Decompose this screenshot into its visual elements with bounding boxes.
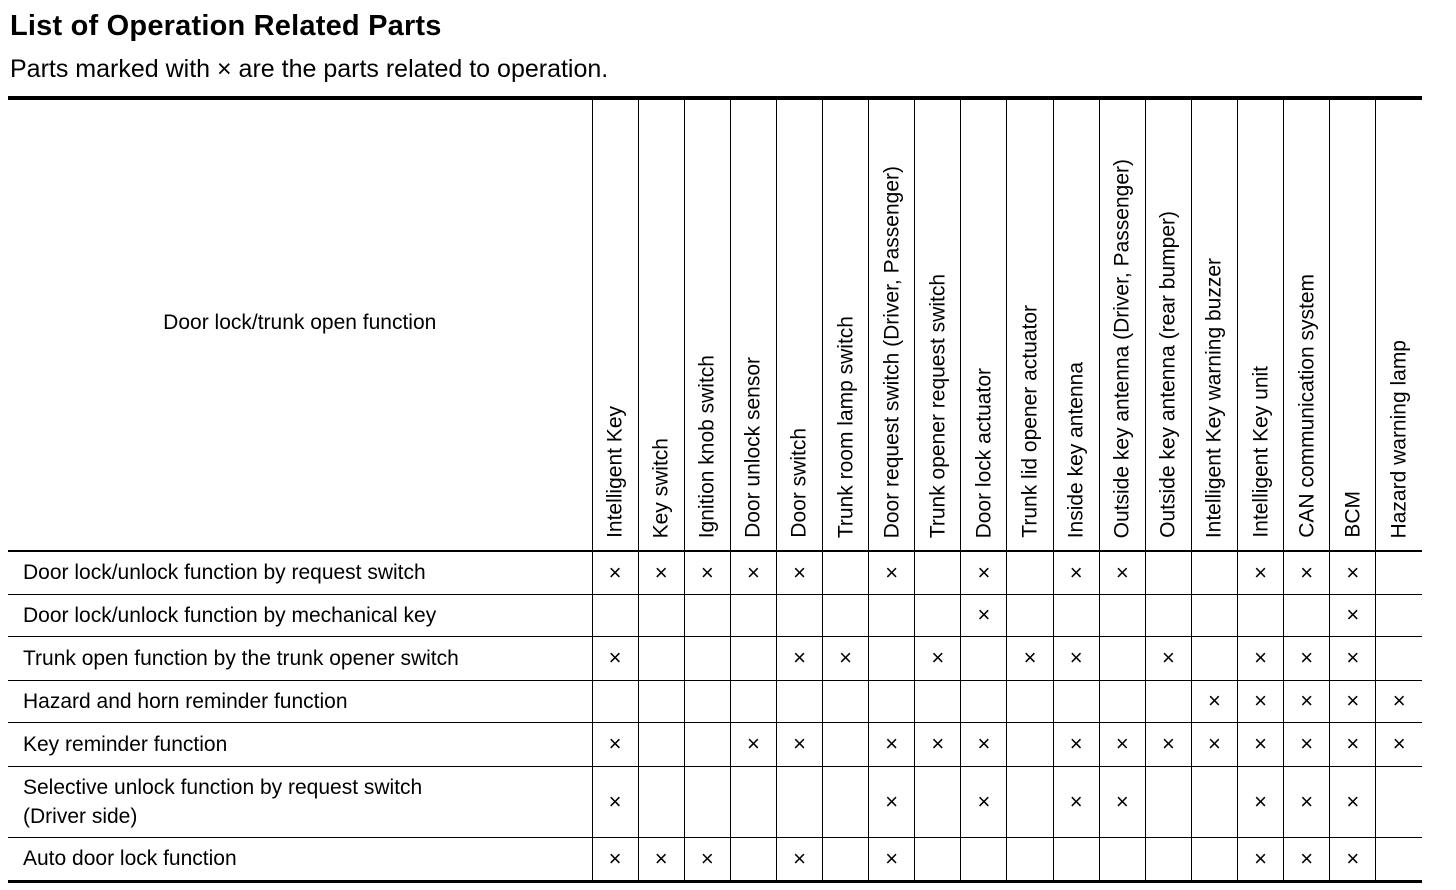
mark-cell bbox=[684, 680, 730, 722]
related-mark: × bbox=[730, 722, 776, 766]
part-column-header bbox=[869, 98, 915, 551]
table-header-row bbox=[8, 98, 1422, 551]
mark-cell bbox=[1007, 766, 1053, 837]
related-mark: × bbox=[592, 722, 638, 766]
mark-cell bbox=[915, 837, 961, 881]
mark-cell bbox=[915, 766, 961, 837]
mark-cell bbox=[1145, 837, 1191, 881]
mark-cell bbox=[1053, 594, 1099, 636]
related-mark: × bbox=[1330, 722, 1376, 766]
mark-cell bbox=[1099, 837, 1145, 881]
related-mark: × bbox=[684, 837, 730, 881]
page-subtitle: Parts marked with × are the parts related to operation. bbox=[10, 55, 609, 83]
related-mark: × bbox=[1238, 636, 1284, 680]
function-name-line: Trunk open function by the trunk opener switch bbox=[23, 646, 459, 670]
part-column-header bbox=[1284, 98, 1330, 551]
part-column-header bbox=[730, 98, 776, 551]
mark-cell bbox=[1191, 594, 1237, 636]
mark-cell bbox=[1007, 551, 1053, 594]
function-name-cell bbox=[8, 551, 592, 594]
mark-cell bbox=[1145, 551, 1191, 594]
function-name-line: Auto door lock function bbox=[23, 847, 237, 870]
mark-cell bbox=[1053, 837, 1099, 881]
mark-cell bbox=[915, 680, 961, 722]
mark-cell bbox=[1376, 594, 1422, 636]
mark-cell bbox=[638, 722, 684, 766]
related-mark: × bbox=[1099, 722, 1145, 766]
mark-cell bbox=[1376, 766, 1422, 837]
mark-cell bbox=[730, 837, 776, 881]
mark-cell bbox=[776, 594, 822, 636]
mark-cell bbox=[823, 766, 869, 837]
related-mark: × bbox=[1053, 636, 1099, 680]
mark-cell bbox=[638, 680, 684, 722]
related-mark: × bbox=[1284, 722, 1330, 766]
function-name-line: Key reminder function bbox=[23, 732, 228, 756]
part-column-header bbox=[915, 98, 961, 551]
function-name-line: (Driver side) bbox=[23, 804, 138, 828]
related-mark: × bbox=[730, 551, 776, 594]
part-column-header bbox=[1376, 98, 1422, 551]
part-column-label: Ignition knob switch bbox=[695, 354, 719, 538]
mark-cell bbox=[638, 594, 684, 636]
function-column-header: Door lock/trunk open function bbox=[8, 98, 592, 551]
part-column-label: Door lock actuator bbox=[972, 367, 996, 538]
part-column-label: Door unlock sensor bbox=[741, 357, 765, 538]
part-column-header bbox=[1053, 98, 1099, 551]
mark-cell bbox=[1007, 594, 1053, 636]
related-mark: × bbox=[1330, 837, 1376, 881]
related-mark: × bbox=[638, 551, 684, 594]
mark-cell bbox=[684, 722, 730, 766]
related-mark: × bbox=[961, 766, 1007, 837]
mark-cell bbox=[823, 837, 869, 881]
part-column-label: Intelligent Key bbox=[603, 406, 627, 538]
mark-cell bbox=[1007, 837, 1053, 881]
part-column-header bbox=[961, 98, 1007, 551]
mark-cell bbox=[1007, 680, 1053, 722]
function-name-cell bbox=[8, 722, 592, 766]
part-column-label: Outside key antenna (Driver, Passenger) bbox=[1110, 158, 1134, 538]
part-column-label: Intelligent Key unit bbox=[1249, 366, 1273, 538]
mark-cell bbox=[776, 766, 822, 837]
mark-cell bbox=[823, 680, 869, 722]
related-mark: × bbox=[776, 722, 822, 766]
mark-cell bbox=[915, 594, 961, 636]
related-mark: × bbox=[1238, 680, 1284, 722]
related-mark: × bbox=[592, 766, 638, 837]
mark-cell bbox=[638, 766, 684, 837]
mark-cell bbox=[1376, 636, 1422, 680]
mark-cell bbox=[961, 837, 1007, 881]
part-column-label: Hazard warning lamp bbox=[1387, 339, 1411, 538]
mark-cell bbox=[823, 551, 869, 594]
mark-cell bbox=[1376, 551, 1422, 594]
related-mark: × bbox=[776, 551, 822, 594]
related-mark: × bbox=[1238, 551, 1284, 594]
related-mark: × bbox=[1238, 722, 1284, 766]
related-mark: × bbox=[1284, 766, 1330, 837]
part-column-header bbox=[1330, 98, 1376, 551]
mark-cell bbox=[823, 594, 869, 636]
part-column-header bbox=[1191, 98, 1237, 551]
mark-cell bbox=[1145, 594, 1191, 636]
function-name-line: Selective unlock function by request switch bbox=[23, 775, 423, 799]
mark-cell bbox=[684, 766, 730, 837]
mark-cell bbox=[730, 594, 776, 636]
mark-cell bbox=[776, 680, 822, 722]
table-row bbox=[8, 837, 1422, 881]
part-column-header bbox=[1099, 98, 1145, 551]
related-mark: × bbox=[1145, 636, 1191, 680]
part-column-label: CAN communication system bbox=[1295, 274, 1319, 538]
mark-cell bbox=[684, 594, 730, 636]
part-column-label: Outside key antenna (rear bumper) bbox=[1156, 211, 1180, 538]
mark-cell bbox=[730, 636, 776, 680]
part-column-header bbox=[1007, 98, 1053, 551]
related-mark: × bbox=[684, 551, 730, 594]
table-row bbox=[8, 722, 1422, 766]
part-column-header bbox=[684, 98, 730, 551]
mark-cell bbox=[1191, 837, 1237, 881]
mark-cell bbox=[1053, 680, 1099, 722]
mark-cell bbox=[869, 636, 915, 680]
mark-cell bbox=[823, 722, 869, 766]
operation-parts-table bbox=[8, 96, 1422, 883]
function-name-cell bbox=[8, 636, 592, 680]
related-mark: × bbox=[1191, 722, 1237, 766]
part-column-label: BCM bbox=[1341, 491, 1365, 538]
page-title: List of Operation Related Parts bbox=[10, 10, 442, 42]
mark-cell bbox=[1099, 594, 1145, 636]
part-column-label: Door switch bbox=[787, 428, 811, 538]
function-name-line: Hazard and horn reminder function bbox=[23, 689, 348, 713]
table-row bbox=[8, 551, 1422, 594]
table-row bbox=[8, 766, 1422, 837]
related-mark: × bbox=[823, 636, 869, 680]
function-name-line: Door lock/unlock function by mechanical key bbox=[23, 603, 437, 627]
part-column-label: Door request switch (Driver, Passenger) bbox=[880, 165, 904, 538]
related-mark: × bbox=[869, 837, 915, 881]
related-mark: × bbox=[592, 551, 638, 594]
related-mark: × bbox=[638, 837, 684, 881]
related-mark: × bbox=[1053, 766, 1099, 837]
mark-cell bbox=[638, 636, 684, 680]
mark-cell bbox=[1099, 636, 1145, 680]
part-column-header bbox=[592, 98, 638, 551]
function-name-cell bbox=[8, 594, 592, 636]
table-row bbox=[8, 636, 1422, 680]
related-mark: × bbox=[915, 722, 961, 766]
mark-cell bbox=[684, 636, 730, 680]
related-mark: × bbox=[1053, 722, 1099, 766]
mark-cell bbox=[1376, 837, 1422, 881]
related-mark: × bbox=[1284, 837, 1330, 881]
related-mark: × bbox=[1330, 551, 1376, 594]
mark-cell bbox=[1238, 594, 1284, 636]
table-row bbox=[8, 680, 1422, 722]
function-name-line: Door lock/unlock function by request switch bbox=[23, 561, 426, 585]
related-mark: × bbox=[1191, 680, 1237, 722]
mark-cell bbox=[869, 680, 915, 722]
function-name-cell bbox=[8, 680, 592, 722]
related-mark: × bbox=[592, 636, 638, 680]
related-mark: × bbox=[869, 551, 915, 594]
mark-cell bbox=[961, 636, 1007, 680]
part-column-label: Inside key antenna bbox=[1064, 361, 1088, 538]
related-mark: × bbox=[1284, 680, 1330, 722]
mark-cell bbox=[915, 551, 961, 594]
part-column-label: Intelligent Key warning buzzer bbox=[1202, 257, 1226, 538]
part-column-header bbox=[823, 98, 869, 551]
related-mark: × bbox=[1284, 551, 1330, 594]
part-column-label: Key switch bbox=[649, 437, 673, 538]
mark-cell bbox=[961, 680, 1007, 722]
related-mark: × bbox=[869, 722, 915, 766]
mark-cell bbox=[592, 594, 638, 636]
related-mark: × bbox=[1053, 551, 1099, 594]
related-mark: × bbox=[1376, 722, 1422, 766]
mark-cell bbox=[1145, 766, 1191, 837]
related-mark: × bbox=[1145, 722, 1191, 766]
mark-cell bbox=[592, 680, 638, 722]
related-mark: × bbox=[1284, 636, 1330, 680]
mark-cell bbox=[1284, 594, 1330, 636]
related-mark: × bbox=[1330, 594, 1376, 636]
mark-cell bbox=[1191, 551, 1237, 594]
part-column-header bbox=[1238, 98, 1284, 551]
related-mark: × bbox=[961, 551, 1007, 594]
mark-cell bbox=[1191, 636, 1237, 680]
related-mark: × bbox=[1238, 837, 1284, 881]
mark-cell bbox=[1099, 680, 1145, 722]
mark-cell bbox=[730, 766, 776, 837]
mark-cell bbox=[1145, 680, 1191, 722]
related-mark: × bbox=[869, 766, 915, 837]
mark-cell bbox=[730, 680, 776, 722]
function-name-cell bbox=[8, 766, 592, 837]
related-mark: × bbox=[776, 636, 822, 680]
related-mark: × bbox=[915, 636, 961, 680]
related-mark: × bbox=[961, 594, 1007, 636]
related-mark: × bbox=[1330, 680, 1376, 722]
function-name-cell bbox=[8, 837, 592, 881]
mark-cell bbox=[869, 594, 915, 636]
part-column-label: Trunk room lamp switch bbox=[834, 315, 858, 538]
related-mark: × bbox=[1099, 766, 1145, 837]
related-mark: × bbox=[592, 837, 638, 881]
related-mark: × bbox=[1099, 551, 1145, 594]
part-column-header bbox=[776, 98, 822, 551]
related-mark: × bbox=[1330, 636, 1376, 680]
related-mark: × bbox=[961, 722, 1007, 766]
mark-cell bbox=[1007, 722, 1053, 766]
related-mark: × bbox=[776, 837, 822, 881]
related-mark: × bbox=[1007, 636, 1053, 680]
table-body bbox=[8, 551, 1422, 881]
part-column-header bbox=[1145, 98, 1191, 551]
table-row bbox=[8, 594, 1422, 636]
related-mark: × bbox=[1330, 766, 1376, 837]
related-mark: × bbox=[1376, 680, 1422, 722]
part-column-label: Trunk opener request switch bbox=[926, 273, 950, 538]
part-column-header bbox=[638, 98, 684, 551]
related-mark: × bbox=[1238, 766, 1284, 837]
mark-cell bbox=[1191, 766, 1237, 837]
part-column-label: Trunk lid opener actuator bbox=[1018, 305, 1042, 538]
